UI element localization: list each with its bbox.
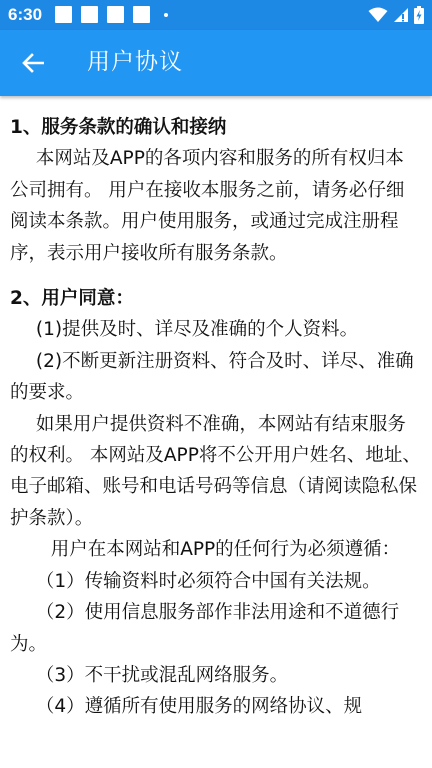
section-2-paragraph: 如果用户提供资料不准确，本网站有结束服务的权利。 本网站及APP将不公开用户姓名、地址、电子邮箱、账号和电话号码等信息（请阅读隐私保护条款）。 [10,413,421,529]
rule-1: （1）传输资料时必须符合中国有关法规。 [35,570,381,592]
back-button[interactable] [14,45,52,81]
section-2-title: 2、用户同意： [10,288,134,310]
battery-charging-icon [414,6,424,24]
rule-3: （3）不干扰或混乱网络服务。 [35,664,289,686]
arrow-left-icon [22,53,44,73]
page-title: 用户协议 [87,49,183,75]
notification-square-icon [55,6,72,23]
section-2-item-1: (1)提供及时、详尽及准确的个人资料。 [35,319,359,341]
agreement-content [10,112,422,723]
notification-square-icon [133,6,150,23]
signal-icon [393,7,409,23]
rule-2: （2）使用信息服务部作非法用途和不道德行为。 [10,602,400,655]
rule-4: （4）遵循所有使用服务的网络协议、规 [35,696,363,718]
app-bar [0,30,432,96]
notification-square-icon [81,6,98,23]
section-2-paragraph-2: 用户在本网站和APP的任何行为必须遵循： [50,539,401,561]
wifi-icon [368,7,388,23]
section-1-body: 本网站及APP的各项内容和服务的所有权归本公司拥有。 用户在接收本服务之前，请务必仔细阅读本条款。用户使用服务，或通过完成注册程序，表示用户接收所有服务条款。 [10,148,405,264]
section-1-title: 1、服务条款的确认和接纳 [10,117,227,138]
notification-square-icon [107,6,124,23]
more-notifications-dot-icon [164,13,168,17]
status-time: 6:30 [8,5,43,24]
section-gap [10,269,422,283]
system-status-icons [368,6,424,24]
status-bar [0,0,432,30]
section-2-item-2: (2)不断更新注册资料、符合及时、详尽、准确的要求。 [10,350,414,404]
